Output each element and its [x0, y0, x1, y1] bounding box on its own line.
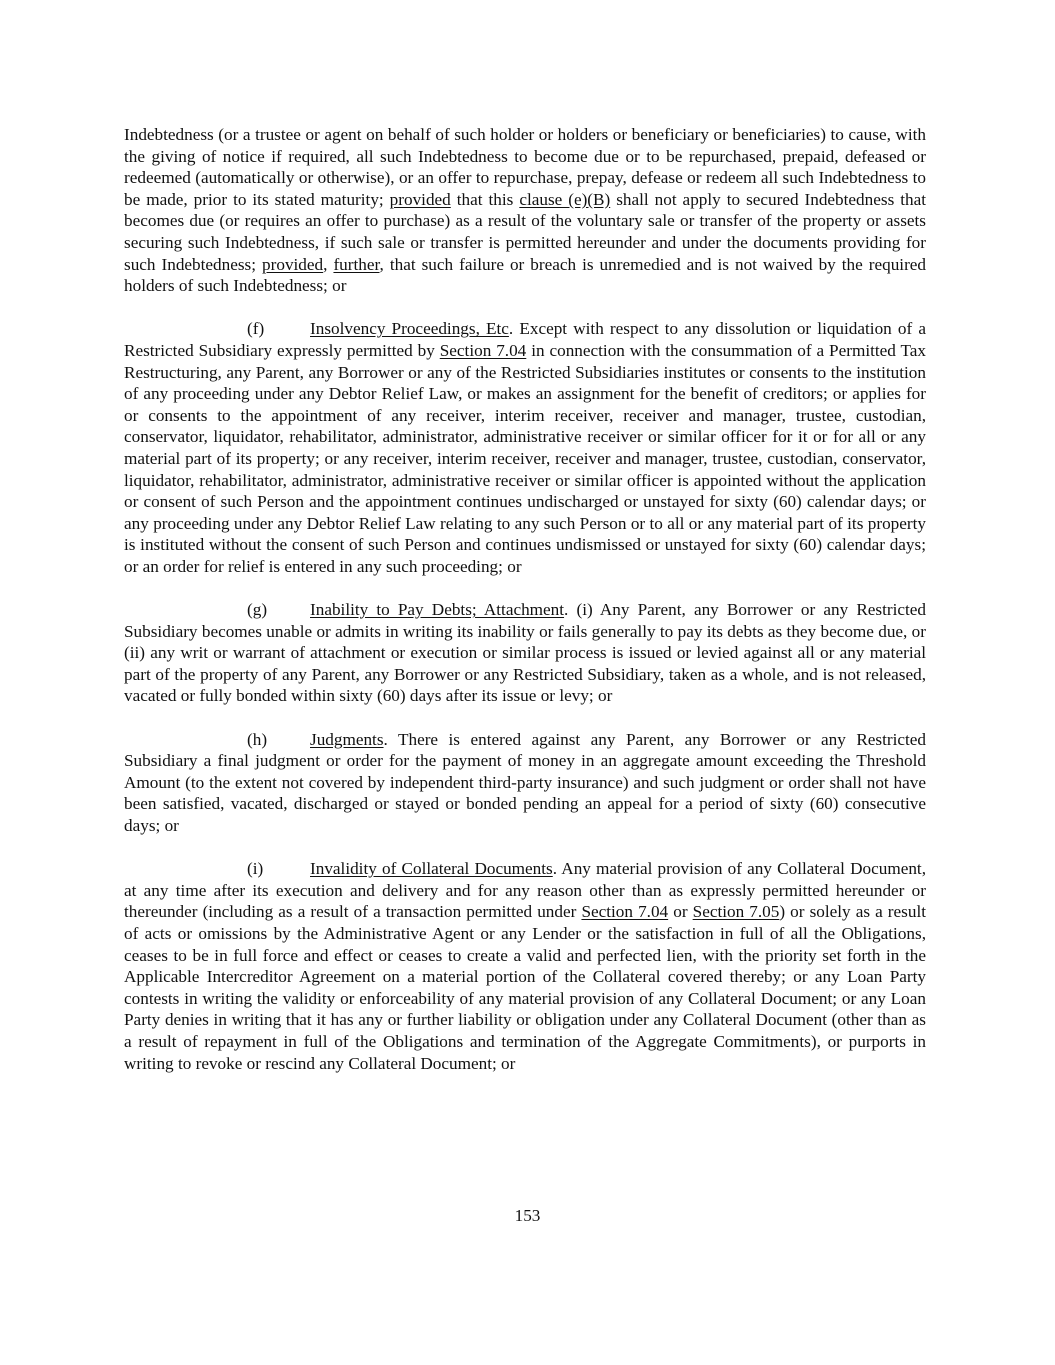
clause-heading: Inability to Pay Debts; Attachment	[310, 600, 565, 620]
paragraph-f	[124, 318, 926, 577]
defined-term-further: further	[333, 254, 380, 274]
text-run: that this	[450, 189, 520, 209]
clause-heading: Invalidity of Collateral Documents	[310, 859, 553, 879]
paragraph-e-continuation	[124, 124, 926, 297]
text-run: . Any material provision of any Collateral Document, at any time after its execution and delivery and for any reason other than as expressly permitted hereunder or thereunder (including as a result of a transaction permitted under	[124, 859, 926, 922]
clause-number: (h)	[247, 729, 268, 749]
text-run: , that such failure or breach is unremedied and is not waived by the required holders of such Indebtedness; or	[124, 254, 927, 296]
text-run: . (i) Any Parent, any Borrower or any Restricted Subsidiary becomes unable or admits in writing its inability or fails generally to pay its debts as they become due, or (ii) any writ or warrant of attachment or execution or similar process is issued or levied against all or any material part of the property of any Parent, any Borrower or any Restricted Subsidiary, taken as a whole, and is not released, vacated or fully bonded within sixty (60) days after its issue or levy; or	[124, 600, 926, 706]
defined-term-provided: provided	[262, 254, 324, 274]
text-run: . There is entered against any Parent, any Borrower or any Restricted Subsidiary a final judgment or order for the payment of money in an aggregate amount exceeding the Threshold Amount (to the extent not covered by independent third-party insurance) and such judgment or order shall not have been satisfied, vacated, discharged or stayed or bonded pending an appeal for a period of sixty (60) consecutive days; or	[124, 729, 926, 835]
text-run: ) or solely as a result of acts or omissions by the Administrative Agent or any Lender or the satisfaction in full of all the Obligations, ceases to be in full force and effect or ceases to create a valid and perfected lien, with the priority set forth in the Applicable Intercreditor Agreement on a material portion of the Collateral covered thereby; or any Loan Party contests in writing the validity or enforceability of any material provision of any Collateral Document; or any Loan Party denies in writing that it has any or further liability or obligation under any Collateral Document (other than as a result of repayment in full of the Obligations and termination of the Aggregate Commitments), or purports in writing to revoke or rescind any Collateral Document; or	[124, 902, 926, 1073]
text-run: Indebtedness (or a trustee or agent on behalf of such holder or holders or beneficiary or beneficiaries) to cause, with the giving of notice if required, all such Indebtedness to become due or to be repurchased, prepaid, defeased or redeemed (automatically or otherwise), or an offer to repurchase, prepay, defease or redeem all such Indebtedness to be made, prior to its stated maturity;	[124, 125, 926, 209]
text-run: or	[668, 902, 693, 922]
clause-reference: clause (e)(B)	[519, 189, 611, 209]
clause-heading: Judgments	[310, 729, 384, 749]
paragraph-h	[124, 729, 926, 837]
text-run: ,	[323, 254, 334, 274]
text-run: . Except with respect to any dissolution or liquidation of a Restricted Subsidiary expressly permitted by	[124, 319, 927, 360]
document-body	[124, 124, 926, 1074]
text-run: shall not apply to secured Indebtedness that becomes due (or requires an offer to purchase) as a result of the voluntary sale or transfer of the property or assets securing such Indebtedness, if such sale or transfer is permitted hereunder and under the documents providing for such Indebtedness;	[124, 189, 926, 274]
defined-term-provided: provided	[389, 189, 451, 209]
section-reference: Section 7.04	[439, 340, 527, 360]
paragraph-g	[124, 599, 926, 707]
paragraph-i	[124, 858, 926, 1074]
clause-number: (g)	[247, 600, 268, 620]
clause-heading: Insolvency Proceedings, Etc	[310, 319, 509, 339]
clause-number: (i)	[247, 859, 264, 879]
page-number: 153	[514, 1206, 541, 1225]
clause-number: (f)	[247, 319, 265, 339]
section-reference: Section 7.05	[692, 902, 780, 922]
section-reference: Section 7.04	[581, 902, 669, 922]
text-run: in connection with the consummation of a Permitted Tax Restructuring, any Parent, any Borrower or any of the Restricted Subsidiaries institutes or consents to the institution of any proceeding under any Debtor Relief Law, or makes an assignment for the benefit of creditors; or applies for or consents to the appointment of any receiver, interim receiver, receiver and manager, trustee, custodian, conservator, liquidator, rehabilitator, administrator, administrative receiver or similar officer for it or for all or any material part of its property; or any receiver, interim receiver, receiver and manager, trustee, custodian, conservator, liquidator, rehabilitator, administrator, administrative receiver or similar officer is appointed without the application or consent of such Person and the appointment continues undischarged or unstayed for sixty (60) calendar days; or any proceeding under any Debtor Relief Law relating to any such Person or to all or any material part of its property is instituted without the consent of such Person and continues undismissed or unstayed for sixty (60) calendar days; or an order for relief is entered in any such proceeding; or	[124, 340, 926, 576]
